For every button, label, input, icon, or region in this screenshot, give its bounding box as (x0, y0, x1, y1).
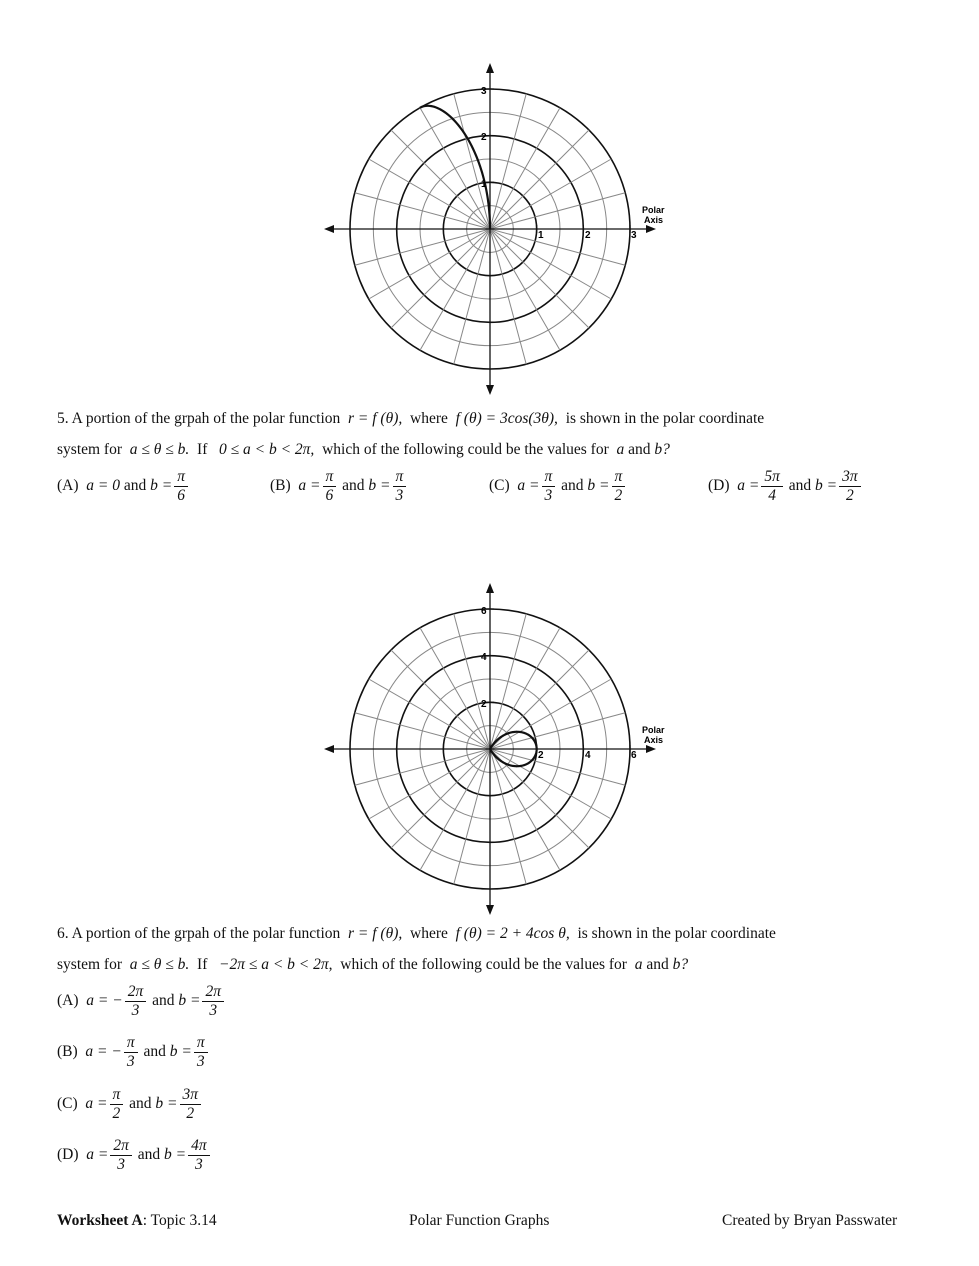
r-label-x-4: 4 (585, 750, 591, 761)
r-label-y-6: 6 (481, 606, 487, 617)
polar-axis-label: Polar (642, 725, 665, 735)
grid-spoke (420, 108, 490, 229)
worksheet-title: Worksheet A (57, 1212, 143, 1229)
grid-spoke (369, 749, 490, 819)
grid-spoke (369, 229, 490, 299)
polar-graph-2 (320, 582, 680, 917)
footer-left: Worksheet A: Topic 3.14 (57, 1212, 217, 1229)
grid-spoke (369, 159, 490, 229)
q6-choice-a[interactable]: (A) a = − $\frac{2\pi}{3}$ and b = $\frac{2\pi}{3}$ (57, 983, 226, 1020)
grid-spoke (490, 679, 611, 749)
r-label-y-2: 2 (481, 699, 487, 710)
r-label-x-2: 2 (538, 750, 544, 761)
question-6-line-2: system for a ≤ θ ≤ b. If −2π ≤ a < b < 2π, which of the following could be the values for a and b? (57, 956, 689, 973)
grid-spoke (391, 130, 490, 229)
axis-arrow (486, 385, 494, 395)
axis-arrow (646, 745, 656, 753)
grid-spoke (490, 628, 560, 749)
polar-axis-label-2: Axis (644, 735, 664, 745)
footer-right: Created by Bryan Passwater (722, 1212, 898, 1229)
q6-choice-d[interactable]: (D) a = $\frac{2\pi}{3}$ and b = $\frac{4\pi}{3}$ (57, 1137, 212, 1174)
axis-arrow (486, 583, 494, 593)
grid-spoke (420, 628, 490, 749)
r-label-x-2: 2 (585, 230, 591, 241)
grid-spoke (391, 650, 490, 749)
axis-arrow (646, 225, 656, 233)
question-5-line-1: 5. A portion of the grpah of the polar function r = f (θ), where f (θ) = 3cos(3θ), is shown in the polar coordinate (57, 410, 765, 427)
grid-spoke (490, 130, 589, 229)
question-5-line-2: system for a ≤ θ ≤ b. If 0 ≤ a < b < 2π, which of the following could be the values for a and b? (57, 441, 670, 458)
question-6-line-1: 6. A portion of the grpah of the polar function r = f (θ), where f (θ) = 2 + 4cos θ, is shown in the polar coordinate (57, 925, 776, 942)
grid-spoke (391, 749, 490, 848)
axis-arrow (486, 905, 494, 915)
q6-choice-c[interactable]: (C) a = $\frac{\pi}{2}$ and b = $\frac{3\pi}{2}$ (57, 1086, 203, 1123)
grid-spoke (490, 229, 560, 350)
r-label-x-6: 6 (631, 750, 637, 761)
r-label-y-1: 1 (481, 179, 487, 190)
grid-spoke (420, 229, 490, 350)
grid-spoke (490, 229, 589, 328)
grid-spoke (490, 749, 611, 819)
q5-choice-b[interactable]: (B) a = $\frac{\pi}{6}$ and b = $\frac{\pi}{3}$ (270, 468, 408, 505)
r-label-y-3: 3 (481, 86, 487, 97)
footer-center: Polar Function Graphs (409, 1212, 550, 1229)
polar-axis-label: Polar (642, 205, 665, 215)
grid-spoke (490, 749, 560, 870)
axis-arrow (324, 225, 334, 233)
r-label-x-1: 1 (538, 230, 544, 241)
q6-choice-b[interactable]: (B) a = − $\frac{\pi}{3}$ and b = $\frac{\pi}{3}$ (57, 1034, 210, 1071)
grid-spoke (490, 229, 611, 299)
r-label-y-2: 2 (481, 132, 487, 143)
q5-choice-a[interactable]: (A) a = 0 and b = $\frac{\pi}{6}$ (57, 468, 190, 505)
polar-graph-1 (320, 62, 680, 397)
polar-axis-label-2: Axis (644, 215, 664, 225)
grid-spoke (391, 229, 490, 328)
q5-choice-c[interactable]: (C) a = $\frac{\pi}{3}$ and b = $\frac{\pi}{2}$ (489, 468, 627, 505)
r-label-y-4: 4 (481, 652, 487, 663)
grid-spoke (369, 679, 490, 749)
axis-arrow (486, 63, 494, 73)
r-label-x-3: 3 (631, 230, 637, 241)
grid-spoke (420, 749, 490, 870)
grid-spoke (490, 159, 611, 229)
axis-arrow (324, 745, 334, 753)
q5-choice-d[interactable]: (D) a = $\frac{5\pi}{4}$ and b = $\frac{3\pi}{2}$ (708, 468, 863, 505)
grid-spoke (490, 108, 560, 229)
